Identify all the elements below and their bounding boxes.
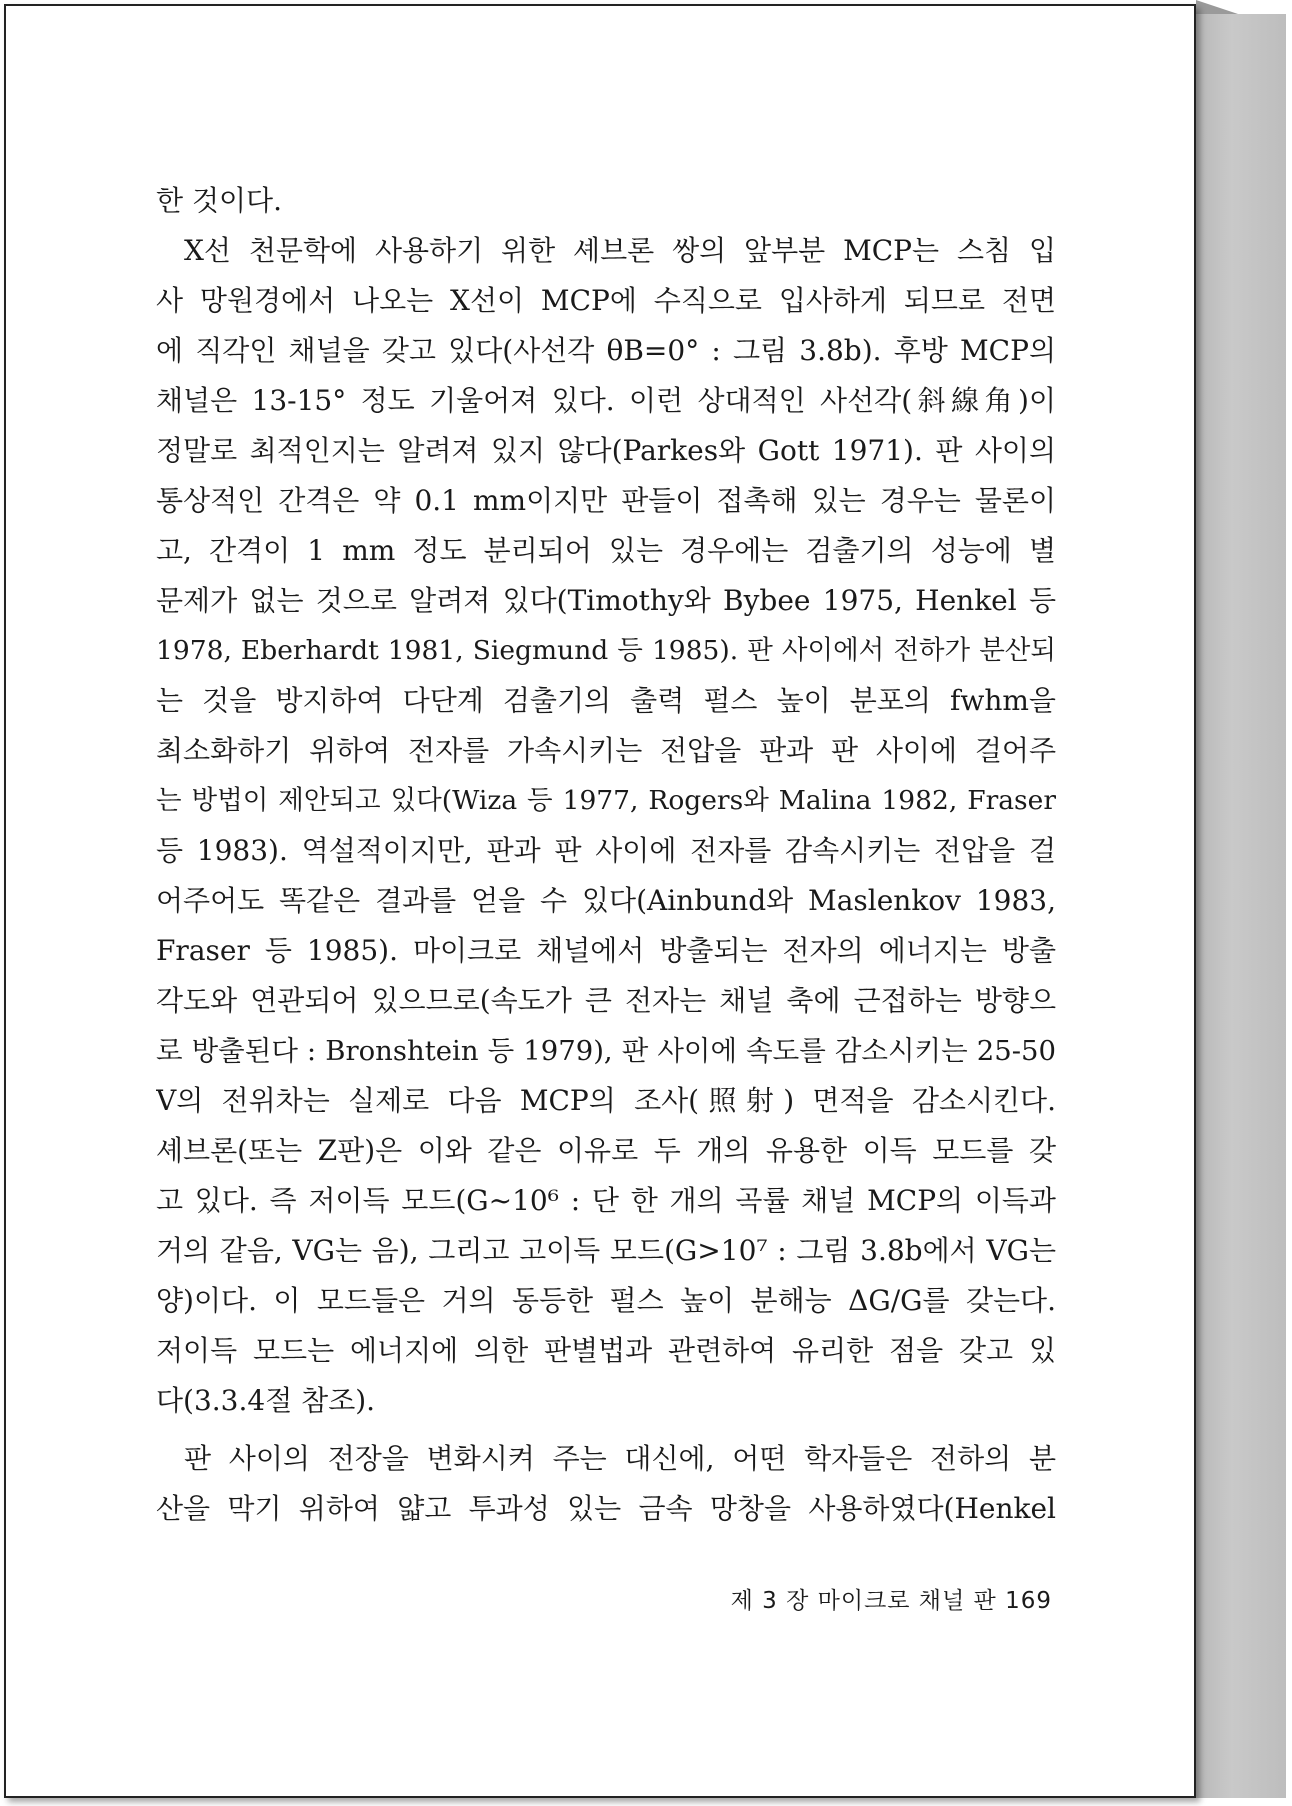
text-line: 정말로 최적인지는 알려져 있지 않다(Parkes와 Gott 1971). 판 사이의	[156, 434, 1056, 467]
text-line: 각도와 연관되어 있으므로(속도가 큰 전자는 채널 축에 근접하는 방향으	[156, 984, 1056, 1017]
text-line: V의 전위차는 실제로 다음 MCP의 조사(照射) 면적을 감소시킨다.	[156, 1084, 1056, 1117]
text-line: 채널은 13-15° 정도 기울어져 있다. 이런 상대적인 사선각(斜線角)이	[156, 384, 1056, 417]
text-line: 다(3.3.4절 참조).	[156, 1384, 376, 1417]
text-line: 한 것이다.	[156, 184, 282, 217]
page-footer: 제 3 장 마이크로 채널 판 169	[730, 1588, 1052, 1614]
text-line: 저이득 모드는 에너지에 의한 판별법과 관련하여 유리한 점을 갖고 있	[156, 1334, 1056, 1367]
text-line: 로 방출된다 : Bronshtein 등 1979), 판 사이에 속도를 감소시키는 25-50	[156, 1035, 1056, 1067]
book-edge-side	[1196, 14, 1286, 1798]
text-line: 는 것을 방지하여 다단계 검출기의 출력 펄스 높이 분포의 fwhm을	[156, 684, 1056, 717]
text-line: 최소화하기 위하여 전자를 가속시키는 전압을 판과 판 사이에 걸어주	[156, 734, 1056, 767]
book-page	[4, 4, 1196, 1798]
text-line: 통상적인 간격은 약 0.1 mm이지만 판들이 접촉해 있는 경우는 물론이	[156, 484, 1056, 517]
text-line: X선 천문학에 사용하기 위한 셰브론 쌍의 앞부분 MCP는 스침 입	[184, 234, 1056, 267]
text-line: Fraser 등 1985). 마이크로 채널에서 방출되는 전자의 에너지는 방출	[156, 934, 1056, 967]
text-line: 어주어도 똑같은 결과를 얻을 수 있다(Ainbund와 Maslenkov 1983,	[156, 884, 1056, 917]
text-line: 거의 같음, VG는 음), 그리고 고이득 모드(G>10⁷ : 그림 3.8b에서 VG는	[156, 1234, 1056, 1267]
text-line: 사 망원경에서 나오는 X선이 MCP에 수직으로 입사하게 되므로 전면	[156, 284, 1056, 317]
text-line: 는 방법이 제안되고 있다(Wiza 등 1977, Rogers와 Malina 1982, Fraser	[156, 785, 1056, 816]
text-line: 판 사이의 전장을 변화시켜 주는 대신에, 어떤 학자들은 전하의 분	[184, 1442, 1056, 1475]
text-line: 고 있다. 즉 저이득 모드(G~10⁶ : 단 한 개의 곡률 채널 MCP의 이득과	[156, 1184, 1056, 1217]
text-line: 고, 간격이 1 mm 정도 분리되어 있는 경우에는 검출기의 성능에 별	[156, 534, 1056, 567]
text-line: 산을 막기 위하여 얇고 투과성 있는 금속 망창을 사용하였다(Henkel	[156, 1492, 1056, 1525]
text-line: 등 1983). 역설적이지만, 판과 판 사이에 전자를 감속시키는 전압을 걸	[156, 834, 1056, 867]
text-line: 1978, Eberhardt 1981, Siegmund 등 1985). 판 사이에서 전하가 분산되	[156, 635, 1056, 666]
text-line: 에 직각인 채널을 갖고 있다(사선각 θB=0° : 그림 3.8b). 후방 MCP의	[156, 334, 1056, 367]
body-text	[156, 176, 1056, 1534]
text-line: 양)이다. 이 모드들은 거의 동등한 펄스 높이 분해능 ΔG/G를 갖는다.	[156, 1284, 1056, 1317]
text-line: 셰브론(또는 Z판)은 이와 같은 이유로 두 개의 유용한 이득 모드를 갖	[156, 1134, 1056, 1167]
text-line: 문제가 없는 것으로 알려져 있다(Timothy와 Bybee 1975, Henkel 등	[156, 584, 1056, 617]
